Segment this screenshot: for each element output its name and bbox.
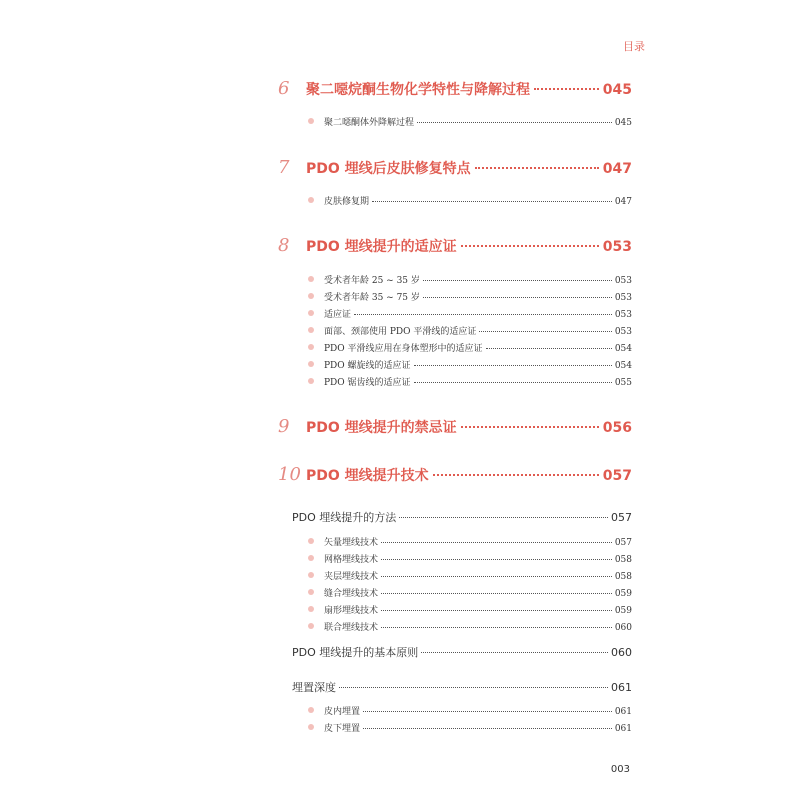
- bullet-icon: [308, 293, 314, 299]
- toc-entry[interactable]: [308, 586, 632, 599]
- leader-dots: [414, 365, 612, 366]
- toc-entry[interactable]: [308, 535, 632, 548]
- bullet-icon: [308, 555, 314, 561]
- entry-title: 聚二噁酮体外降解过程: [324, 118, 415, 128]
- chapter-9[interactable]: [278, 416, 632, 437]
- chapter-title: PDO 埋线提升的适应证: [306, 239, 457, 255]
- entry-title: PDO 螺旋线的适应证: [324, 361, 411, 371]
- leader-dots: [534, 88, 599, 90]
- leader-dots: [461, 426, 599, 428]
- entry-title: 缝合埋线技术: [324, 589, 379, 599]
- leader-dots: [381, 593, 612, 594]
- bullet-icon: [308, 623, 314, 629]
- leader-dots: [475, 167, 599, 169]
- chapter-number: 10: [278, 464, 301, 485]
- chapter-8[interactable]: [278, 235, 632, 256]
- bullet-icon: [308, 310, 314, 316]
- toc-entry[interactable]: [308, 603, 632, 616]
- toc-entry[interactable]: [308, 375, 632, 388]
- leader-dots: [381, 542, 612, 543]
- section-page: 060: [611, 646, 632, 659]
- leader-dots: [433, 474, 599, 476]
- chapter-title: PDO 埋线提升的禁忌证: [306, 420, 457, 436]
- toc-entry[interactable]: [308, 704, 632, 717]
- chapter-6[interactable]: [278, 78, 632, 99]
- chapter-page: 047: [602, 161, 632, 177]
- entry-title: 皮内埋置: [324, 707, 361, 717]
- entry-page: 061: [614, 724, 632, 734]
- chapter-number: 6: [278, 78, 290, 99]
- entry-title: 网格埋线技术: [324, 555, 379, 565]
- leader-dots: [423, 297, 612, 298]
- chapter-number: 7: [278, 157, 290, 178]
- toc-entry[interactable]: [308, 290, 632, 303]
- entry-page: 054: [614, 344, 632, 354]
- entry-page: 058: [614, 572, 632, 582]
- chapter-page: 057: [602, 468, 632, 484]
- entry-title: 扇形埋线技术: [324, 606, 379, 616]
- entry-title: 矢量埋线技术: [324, 538, 379, 548]
- toc-section[interactable]: [292, 644, 632, 660]
- bullet-icon: [308, 361, 314, 367]
- toc-entry[interactable]: [308, 115, 632, 128]
- section-page: 061: [611, 681, 632, 694]
- entry-page: 045: [614, 118, 632, 128]
- entry-title: 受术者年龄 35 ~ 75 岁: [324, 293, 420, 303]
- bullet-icon: [308, 197, 314, 203]
- bullet-icon: [308, 724, 314, 730]
- toc-entry[interactable]: [308, 341, 632, 354]
- toc-section[interactable]: [292, 509, 632, 525]
- leader-dots: [414, 382, 612, 383]
- entry-page: 055: [614, 378, 632, 388]
- section-title: PDO 埋线提升的方法: [292, 511, 397, 524]
- chapter-number: 8: [278, 235, 290, 256]
- leader-dots: [399, 517, 608, 518]
- entry-page: 061: [614, 707, 632, 717]
- bullet-icon: [308, 276, 314, 282]
- entry-page: 057: [614, 538, 632, 548]
- entry-title: PDO 锯齿线的适应证: [324, 378, 411, 388]
- section-title: 埋置深度: [292, 681, 336, 694]
- entry-title: 适应证: [324, 310, 352, 320]
- toc-entry[interactable]: [308, 307, 632, 320]
- entry-page: 053: [614, 327, 632, 337]
- page-number: 003: [610, 764, 630, 775]
- entry-title: 受术者年龄 25 ~ 35 岁: [324, 276, 420, 286]
- entry-title: PDO 平滑线应用在身体塑形中的适应证: [324, 344, 483, 354]
- bullet-icon: [308, 572, 314, 578]
- toc-entry[interactable]: [308, 194, 632, 207]
- toc-entry[interactable]: [308, 358, 632, 371]
- leader-dots: [479, 331, 611, 332]
- chapter-page: 053: [602, 239, 632, 255]
- entry-page: 053: [614, 293, 632, 303]
- leader-dots: [363, 711, 612, 712]
- toc-entry[interactable]: [308, 620, 632, 633]
- leader-dots: [381, 627, 612, 628]
- leader-dots: [417, 122, 612, 123]
- leader-dots: [421, 652, 608, 653]
- bullet-icon: [308, 344, 314, 350]
- leader-dots: [461, 245, 599, 247]
- chapter-title: PDO 埋线提升技术: [306, 468, 429, 484]
- leader-dots: [423, 280, 612, 281]
- leader-dots: [486, 348, 612, 349]
- bullet-icon: [308, 606, 314, 612]
- leader-dots: [363, 728, 612, 729]
- toc-entry[interactable]: [308, 569, 632, 582]
- toc-entry[interactable]: [308, 324, 632, 337]
- leader-dots: [339, 687, 608, 688]
- chapter-page: 056: [602, 420, 632, 436]
- chapter-7[interactable]: [278, 157, 632, 178]
- leader-dots: [372, 201, 612, 202]
- section-title: PDO 埋线提升的基本原则: [292, 646, 419, 659]
- leader-dots: [381, 610, 612, 611]
- entry-page: 054: [614, 361, 632, 371]
- chapter-title: PDO 埋线后皮肤修复特点: [306, 161, 471, 177]
- entry-title: 面部、颈部使用 PDO 平滑线的适应证: [324, 327, 477, 337]
- section-page: 057: [611, 511, 632, 524]
- entry-title: 联合埋线技术: [324, 623, 379, 633]
- bullet-icon: [308, 538, 314, 544]
- entry-page: 047: [614, 197, 632, 207]
- chapter-10[interactable]: [278, 464, 632, 485]
- entry-page: 059: [614, 606, 632, 616]
- entry-page: 058: [614, 555, 632, 565]
- toc-entry[interactable]: [308, 721, 632, 734]
- entry-page: 053: [614, 276, 632, 286]
- bullet-icon: [308, 378, 314, 384]
- entry-page: 060: [614, 623, 632, 633]
- leader-dots: [354, 314, 612, 315]
- bullet-icon: [308, 589, 314, 595]
- bullet-icon: [308, 327, 314, 333]
- toc-entry[interactable]: [308, 273, 632, 286]
- leader-dots: [381, 576, 612, 577]
- entry-title: 皮下埋置: [324, 724, 361, 734]
- leader-dots: [381, 559, 612, 560]
- toc-section[interactable]: [292, 679, 632, 695]
- entry-title: 皮肤修复期: [324, 197, 370, 207]
- bullet-icon: [308, 707, 314, 713]
- page-header-label: 目录: [623, 40, 645, 53]
- entry-page: 059: [614, 589, 632, 599]
- chapter-number: 9: [278, 416, 290, 437]
- chapter-title: 聚二噁烷酮生物化学特性与降解过程: [306, 82, 530, 98]
- entry-title: 夹层埋线技术: [324, 572, 379, 582]
- bullet-icon: [308, 118, 314, 124]
- chapter-page: 045: [602, 82, 632, 98]
- entry-page: 053: [614, 310, 632, 320]
- toc-entry[interactable]: [308, 552, 632, 565]
